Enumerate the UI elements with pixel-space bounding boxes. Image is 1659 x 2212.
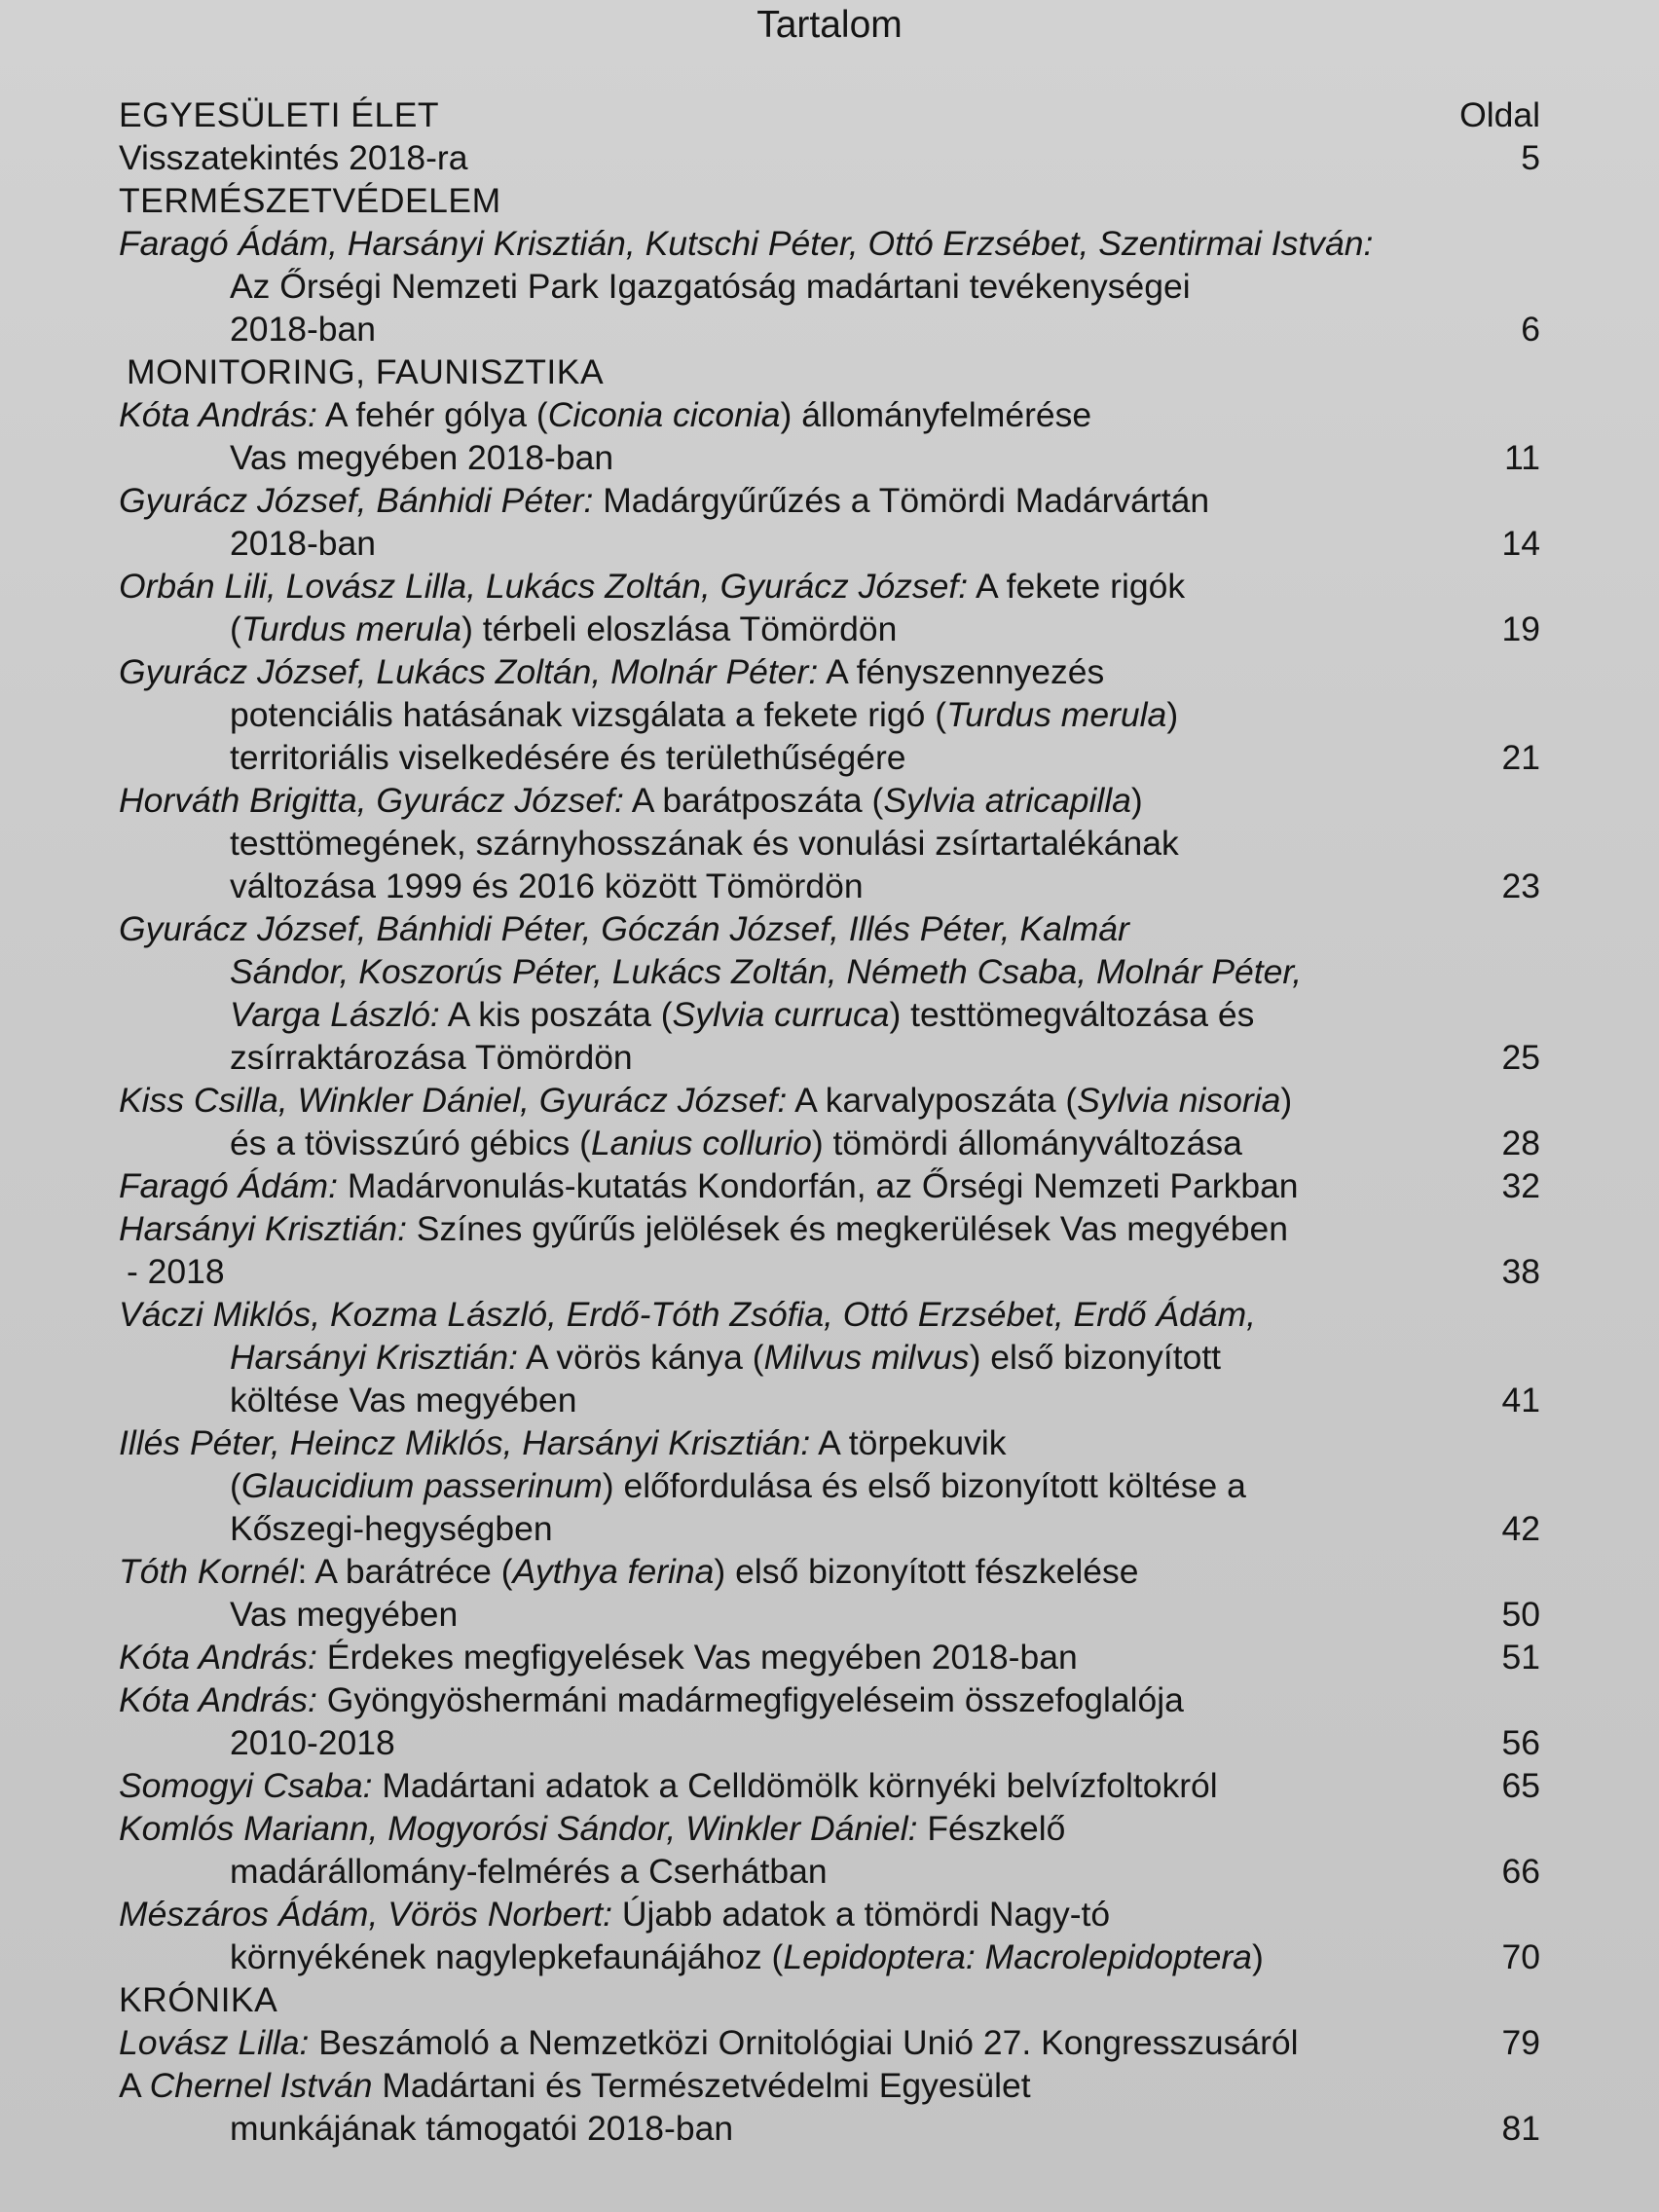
species-name: Sylvia atricapilla	[883, 781, 1131, 820]
species-name: Aythya ferina	[512, 1552, 715, 1591]
page-number: 79	[1501, 2023, 1540, 2062]
entry-authors: Lovász Lilla:	[119, 2023, 310, 2062]
entry-title: munkájának támogatói 2018-ban	[230, 2109, 734, 2148]
page-number: 19	[1501, 609, 1540, 648]
entry-title: : A barátréce (	[297, 1552, 513, 1591]
entry-authors: Varga László:	[230, 995, 440, 1034]
entry-authors: Gyurácz József, Bánhidi Péter:	[119, 481, 594, 520]
entry-title: A karvalyposzáta (	[787, 1081, 1078, 1120]
toc-entry	[119, 136, 1540, 179]
entry-title: A	[119, 2066, 150, 2105]
entry-authors: Kiss Csilla, Winkler Dániel, Gyurácz József:	[119, 1081, 788, 1120]
entry-authors: Harsányi Krisztián:	[230, 1338, 518, 1377]
entry-authors: Kóta András:	[119, 395, 317, 434]
page-number: 42	[1501, 1509, 1540, 1548]
toc-entry	[119, 1293, 1540, 1421]
entry-title: Madárgyűrűzés a Tömördi Madárvártán	[593, 481, 1210, 520]
toc-entry	[119, 1079, 1540, 1164]
toc-entry	[119, 2021, 1540, 2064]
entry-title: ) tömördi állományváltozása	[811, 1124, 1242, 1162]
species-name: Turdus merula	[240, 609, 462, 648]
entry-title: zsírraktározása Tömördön	[230, 1038, 633, 1077]
toc-entry	[119, 1421, 1540, 1550]
toc-entry	[119, 1807, 1540, 1893]
toc-entry	[119, 779, 1540, 907]
toc-entry	[119, 1764, 1540, 1807]
entry-title: (	[230, 1466, 241, 1505]
entry-authors: Mészáros Ádám, Vörös Norbert:	[119, 1895, 613, 1934]
page-number: 81	[1501, 2109, 1540, 2148]
species-name: Ciconia ciconia	[547, 395, 781, 434]
entry-title: 2018-ban	[230, 310, 377, 349]
page-number: 11	[1504, 438, 1540, 477]
species-name: Lanius collurio	[590, 1124, 812, 1162]
entry-authors: Faragó Ádám:	[119, 1166, 338, 1205]
table-of-contents	[119, 93, 1540, 2150]
entry-title: territoriális viselkedésére és területhűségére	[230, 738, 906, 777]
page-number: 23	[1501, 866, 1540, 905]
species-name: Lepidoptera: Macrolepidoptera	[783, 1937, 1252, 1976]
entry-authors: Sándor, Koszorús Péter, Lukács Zoltán, Németh Csaba, Molnár Péter,	[230, 952, 1303, 991]
page-number: 70	[1501, 1937, 1540, 1976]
entry-title: Érdekes megfigyelések Vas megyében 2018-ban	[316, 1638, 1078, 1677]
page-number: 6	[1521, 310, 1540, 349]
toc-entry	[119, 565, 1540, 650]
entry-title: A kis poszáta (	[439, 995, 673, 1034]
toc-entry	[119, 1207, 1540, 1293]
section-heading-egyesuleti: EGYESÜLETI ÉLET	[119, 95, 440, 134]
entry-title: Madártani és Természetvédelmi Egyesület	[372, 2066, 1031, 2105]
entry-authors: Váczi Miklós, Kozma László, Erdő-Tóth Zsófia, Ottó Erzsébet, Erdő Ádám,	[119, 1295, 1256, 1334]
toc-entry	[119, 1893, 1540, 1978]
entry-title: Gyöngyöshermáni madármegfigyeléseim összefoglalója	[316, 1680, 1184, 1719]
page-title: Tartalom	[756, 4, 903, 46]
toc-entry	[119, 393, 1540, 479]
entry-title: )	[1251, 1937, 1264, 1976]
page-column-label: Oldal	[1459, 95, 1540, 134]
entry-title: )	[1130, 781, 1143, 820]
entry-title: potenciális hatásának vizsgálata a fekete rigó (	[230, 695, 947, 734]
species-name: Turdus merula	[946, 695, 1167, 734]
species-name: Sylvia nisoria	[1077, 1081, 1281, 1120]
page-number: 25	[1501, 1038, 1540, 1077]
toc-entry	[119, 479, 1540, 565]
entry-authors: Gyurácz József, Bánhidi Péter, Góczán József, Illés Péter, Kalmár	[119, 909, 1129, 948]
page-number: 32	[1501, 1166, 1540, 1205]
toc-entry	[119, 1678, 1540, 1764]
entry-title: ) állományfelmérése	[780, 395, 1092, 434]
entry-title: költése Vas megyében	[230, 1381, 577, 1419]
toc-entry	[119, 650, 1540, 779]
entry-authors: Faragó Ádám, Harsányi Krisztián, Kutschi Péter, Ottó Erzsébet, Szentirmai István:	[119, 224, 1374, 263]
entry-authors: Kóta András:	[119, 1680, 317, 1719]
page-number: 66	[1501, 1852, 1540, 1891]
page-number: 28	[1501, 1124, 1540, 1162]
toc-entry	[119, 2064, 1540, 2150]
entry-title: ) testtömegváltozása és	[889, 995, 1255, 1034]
entry-authors: Komlós Mariann, Mogyorósi Sándor, Winkler Dániel:	[119, 1809, 918, 1848]
entry-title: A fényszennyezés	[818, 652, 1105, 691]
page-number: 50	[1501, 1595, 1540, 1634]
entry-title: Az Őrségi Nemzeti Park Igazgatóság madártani tevékenységei	[230, 267, 1191, 306]
entry-title: )	[1280, 1081, 1293, 1120]
entry-title: testtömegének, szárnyhosszának és vonulási zsírtartalékának	[230, 824, 1179, 863]
entry-title: Színes gyűrűs jelölések és megkerülések Vas megyében	[406, 1209, 1288, 1248]
entry-title: Fészkelő	[917, 1809, 1066, 1848]
page-number: 51	[1501, 1638, 1540, 1677]
entry-title: Vas megyében 2018-ban	[230, 438, 614, 477]
entry-title: Vas megyében	[230, 1595, 459, 1634]
page-number: 5	[1521, 138, 1540, 177]
entry-title: (	[230, 609, 241, 648]
page-number: 65	[1501, 1766, 1540, 1805]
entry-title: Madártani adatok a Celldömölk környéki belvízfoltokról	[372, 1766, 1218, 1805]
toc-entry	[119, 1164, 1540, 1207]
entry-title: ) térbeli eloszlása Tömördön	[461, 609, 898, 648]
section-heading-monitoring: MONITORING, FAUNISZTIKA	[127, 352, 605, 391]
entry-title: - 2018	[127, 1252, 225, 1291]
entry-authors: Somogyi Csaba:	[119, 1766, 373, 1805]
entry-title: Visszatekintés 2018-ra	[119, 138, 468, 177]
entry-authors: Kóta András:	[119, 1638, 317, 1677]
entry-title: Beszámoló a Nemzetközi Ornitológiai Unió 27. Kongresszusáról	[309, 2023, 1299, 2062]
species-name: Glaucidium passerinum	[240, 1466, 603, 1505]
entry-authors: Tóth Kornél	[119, 1552, 298, 1591]
entry-title: ) előfordulása és első bizonyított költése a	[602, 1466, 1246, 1505]
entry-authors: Gyurácz József, Lukács Zoltán, Molnár Péter:	[119, 652, 819, 691]
section-heading-kronika: KRÓNIKA	[119, 1980, 278, 2019]
entry-title: A fehér gólya (	[316, 395, 548, 434]
entry-title: A vörös kánya (	[517, 1338, 764, 1377]
entry-authors: Horváth Brigitta, Gyurácz József:	[119, 781, 624, 820]
entry-title: 2018-ban	[230, 524, 377, 563]
entry-title: )	[1166, 695, 1179, 734]
toc-entry	[119, 222, 1540, 350]
entry-title: ) első bizonyított	[969, 1338, 1222, 1377]
section-header-row	[119, 93, 1540, 136]
page-number: 38	[1501, 1252, 1540, 1291]
entry-title: madárállomány-felmérés a Cserhátban	[230, 1852, 828, 1891]
page-number: 21	[1501, 738, 1540, 777]
person-name: Chernel István	[149, 2066, 373, 2105]
toc-entry	[119, 1550, 1540, 1636]
entry-title: 2010-2018	[230, 1723, 395, 1762]
entry-title: ) első bizonyított fészkelése	[714, 1552, 1139, 1591]
entry-title: Kőszegi-hegységben	[230, 1509, 553, 1548]
entry-title: A barátposzáta (	[623, 781, 884, 820]
entry-title: A fekete rigók	[968, 567, 1186, 606]
section-heading-termeszetvedelem: TERMÉSZETVÉDELEM	[119, 181, 501, 220]
entry-title: és a tövisszúró gébics (	[230, 1124, 591, 1162]
entry-title: környékének nagylepkefaunájához (	[230, 1937, 784, 1976]
page-number: 14	[1501, 524, 1540, 563]
page-number: 56	[1501, 1723, 1540, 1762]
species-name: Sylvia curruca	[672, 995, 890, 1034]
page-number: 41	[1501, 1381, 1540, 1419]
entry-authors: Orbán Lili, Lovász Lilla, Lukács Zoltán, Gyurácz József:	[119, 567, 969, 606]
toc-entry	[119, 1636, 1540, 1678]
toc-entry	[119, 907, 1540, 1079]
entry-title: Madárvonulás-kutatás Kondorfán, az Őrségi Nemzeti Parkban	[337, 1166, 1299, 1205]
entry-title: A törpekuvik	[810, 1423, 1007, 1462]
entry-authors: Harsányi Krisztián:	[119, 1209, 407, 1248]
entry-authors: Illés Péter, Heincz Miklós, Harsányi Krisztián:	[119, 1423, 811, 1462]
entry-title: változása 1999 és 2016 között Tömördön	[230, 866, 864, 905]
species-name: Milvus milvus	[763, 1338, 970, 1377]
entry-title: Újabb adatok a tömördi Nagy-tó	[612, 1895, 1111, 1934]
